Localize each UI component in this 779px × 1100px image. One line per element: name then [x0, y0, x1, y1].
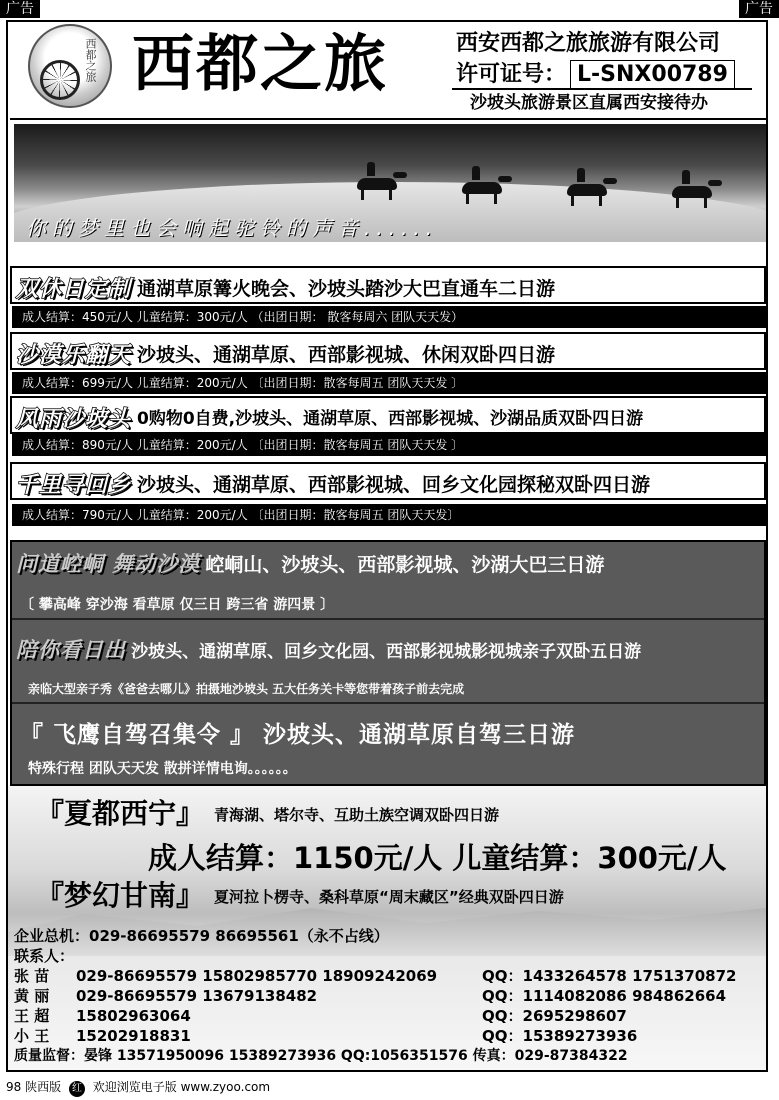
camel-icon [349, 172, 409, 200]
page-number: 98 [6, 1080, 22, 1094]
company-logo [28, 24, 112, 108]
hotline: 企业总机：029-86695579 86695561（永不占线） [14, 927, 389, 945]
contact-name: 小 王 [14, 1027, 50, 1045]
promo-divider [12, 702, 764, 704]
tour-desc: 沙坡头、通湖草原、西部影视城、休闲双卧四日游 [137, 344, 556, 366]
promo-route-3: 『 飞鹰自驾召集令 』 沙坡头、通湖草原自驾三日游 [20, 722, 576, 748]
contact-phones: 15802963064 [76, 1007, 191, 1025]
tour-row [10, 332, 766, 370]
promo-note: 亲临大型亲子秀《爸爸去哪儿》拍摄地沙坡头 五大任务关卡等您带着孩子前去完成 [28, 682, 465, 696]
tour-desc: 0购物0自费,沙坡头、通湖草原、西部影视城、沙湖品质双卧四日游 [137, 409, 644, 429]
tour-desc: 沙坡头、通湖草原、西部影视城、回乡文化园探秘双卧四日游 [137, 474, 651, 496]
tour-row [10, 396, 766, 434]
contact-name: 张 苗 [14, 967, 50, 985]
edition-label: 陕西版 [25, 1080, 62, 1094]
license-label: 许可证号： [456, 62, 567, 87]
ad-label-left: 广告 [0, 0, 40, 18]
desert-banner-image [14, 124, 766, 242]
promo-note: 特殊行程 团队天天发 散拼详情电询。。。。。。 [28, 761, 297, 777]
ad-label-right: 广告 [739, 0, 779, 18]
tour-desc: 通湖草原篝火晚会、沙坡头踏沙大巴直通车二日游 [137, 278, 556, 300]
tour-name: 风雨沙坡头 [16, 407, 132, 432]
tour-price: 成人结算：450元/人 儿童结算：300元/人 （出团日期： 散客每周六 团队天天发） [12, 306, 768, 328]
page-footer [6, 1078, 270, 1097]
contact-name: 黄 丽 [14, 987, 50, 1005]
red-badge-icon: 红 [69, 1081, 85, 1097]
contact-phones: 029-86695579 15802985770 18909242069 [76, 967, 438, 985]
contact-name: 王 超 [14, 1007, 50, 1025]
header-divider [10, 118, 766, 120]
sub-office: 沙坡头旅游景区直属西安接待办 [470, 93, 708, 113]
divider [452, 88, 752, 90]
promo-name: 陪你看日出 [16, 638, 126, 662]
route-title: 『夏都西宁』 [36, 797, 205, 830]
tour-row [10, 462, 766, 500]
contact-qq: QQ：15389273936 [482, 1027, 638, 1045]
promo-name: 问道崆峒 舞动沙漠 [16, 552, 201, 576]
tour-name: 千里寻回乡 [16, 473, 132, 498]
promo-route-1 [16, 548, 604, 578]
camel-icon [664, 180, 724, 208]
quality-supervision: 质量监督：晏锋 13571950096 15389273936 QQ:1056351576 传真：029-87384322 [14, 1048, 628, 1064]
license-value: L-SNX00789 [570, 60, 735, 90]
tour-price: 成人结算：790元/人 儿童结算：200元/人 〔出团日期：散客每周五 团队天天发〕 [12, 504, 768, 526]
promo-route-2 [16, 634, 641, 664]
promo-desc: 沙坡头、通湖草原、回乡文化园、西部影视城影视城亲子双卧五日游 [131, 642, 642, 662]
promo-desc: 崆峒山、沙坡头、西部影视城、沙湖大巴三日游 [205, 554, 605, 576]
tour-name: 沙漠乐翻天 [16, 343, 132, 368]
company-name: 西安西都之旅旅游有限公司 [456, 31, 721, 56]
contact-qq: QQ：2695298607 [482, 1007, 627, 1025]
tour-row [10, 266, 766, 304]
camel-icon [559, 178, 619, 206]
contact-qq: QQ：1114082086 984862664 [482, 987, 727, 1005]
waterwheel-icon [40, 60, 80, 100]
promo-block [10, 540, 766, 786]
tour-price: 成人结算：890元/人 儿童结算：200元/人 〔出团日期：散客每周五 团队天天发 〕 [12, 434, 768, 456]
contact-phones: 15202918831 [76, 1027, 191, 1045]
contact-phones: 029-86695579 13679138482 [76, 987, 318, 1005]
tour-price: 成人结算：699元/人 儿童结算：200元/人 〔出团日期：散客每周五 团队天天发 〕 [12, 372, 768, 394]
route-title: 『梦幻甘南』 [36, 879, 205, 912]
route-desc: 夏河拉卜楞寺、桑科草原“周末藏区”经典双卧四日游 [214, 888, 564, 906]
tour-name: 双休日定制 [16, 277, 132, 302]
promo-divider [12, 618, 764, 620]
promo-note: 〔 攀高峰 穿沙海 看草原 仅三日 跨三省 游四景 〕 [20, 597, 335, 613]
contacts-label: 联系人： [14, 947, 75, 965]
route-desc: 青海湖、塔尔寺、互助土族空调双卧四日游 [214, 806, 500, 824]
brand-name: 西都之旅 [132, 27, 389, 100]
footer-text: 欢迎浏览电子版 www.zyoo.com [92, 1080, 271, 1094]
contact-qq: QQ：1433264578 1751370872 [482, 967, 737, 985]
big-price: 成人结算：1150元/人 儿童结算：300元/人 [148, 841, 727, 875]
banner-slogan: 你的梦里也会响起驼铃的声音...... [26, 216, 439, 240]
license-number [456, 60, 735, 90]
camel-icon [454, 176, 514, 204]
logo-seal-text: 西都之旅 [84, 38, 97, 82]
